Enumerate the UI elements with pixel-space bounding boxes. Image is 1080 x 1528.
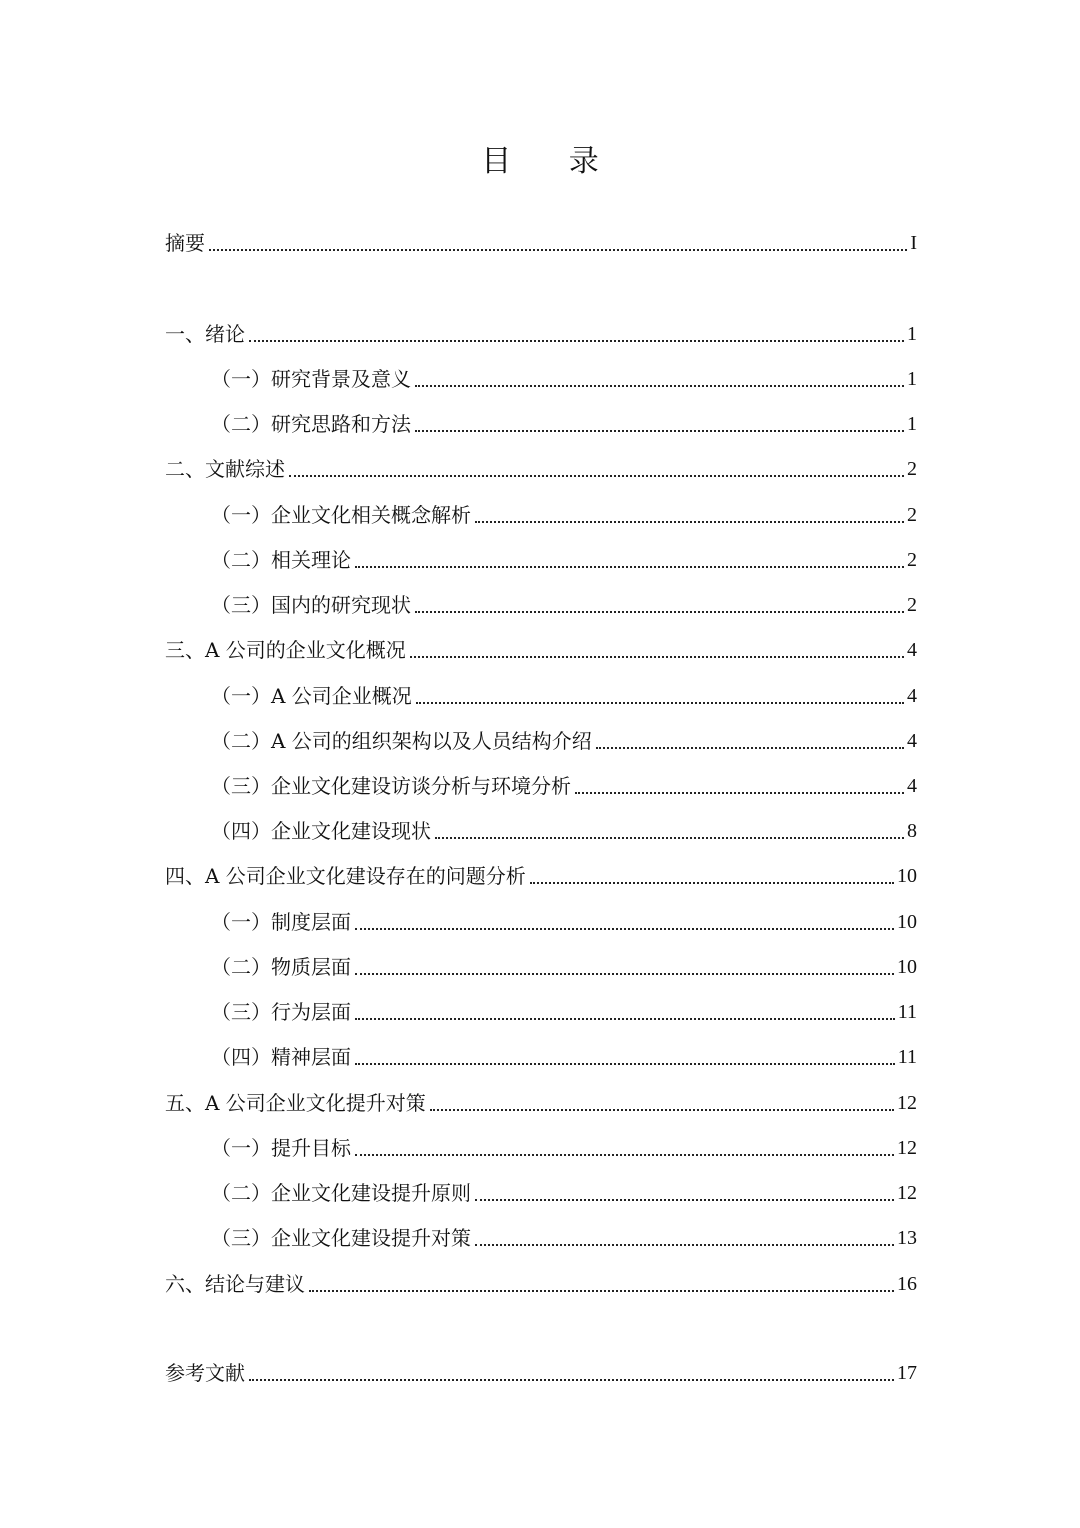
toc-entry — [165, 1269, 917, 1299]
toc-entry-page-number: 10 — [897, 956, 917, 978]
toc-entry-page-number: 8 — [907, 820, 917, 842]
toc-entry-page-number: 10 — [897, 865, 917, 887]
toc-entry-page-number: 16 — [897, 1273, 917, 1295]
toc-entry — [165, 228, 917, 258]
toc-entry — [211, 364, 917, 394]
toc-dot-leader — [355, 1063, 895, 1065]
toc-entry-page-number: 4 — [907, 639, 917, 661]
toc-dot-leader — [416, 702, 904, 704]
toc-entry-label: （一）研究背景及意义 — [211, 367, 411, 391]
toc-entry — [211, 1133, 917, 1163]
toc-dot-leader — [415, 611, 904, 613]
toc-dot-leader — [596, 747, 904, 749]
toc-entry — [165, 1358, 917, 1388]
toc-dot-leader — [355, 1018, 895, 1020]
toc-entry-label: （一）A 公司企业概况 — [211, 684, 412, 708]
toc-dot-leader — [415, 430, 904, 432]
toc-entry-page-number: 4 — [907, 730, 917, 752]
toc-entry-label: （一）企业文化相关概念解析 — [211, 503, 471, 527]
toc-entry-page-number: 12 — [897, 1182, 917, 1204]
toc-entry — [165, 454, 917, 484]
toc-entry-label: （三）国内的研究现状 — [211, 593, 411, 617]
toc-entry — [211, 997, 917, 1027]
toc-entry-label: 六、结论与建议 — [165, 1272, 305, 1296]
toc-entry-label: 参考文献 — [165, 1361, 245, 1385]
toc-entry-page-number: 12 — [897, 1137, 917, 1159]
toc-dot-leader — [355, 973, 894, 975]
toc-entry-label: 二、文献综述 — [165, 457, 285, 481]
toc-entry — [211, 500, 917, 530]
toc-entry-label: （三）企业文化建设提升对策 — [211, 1226, 471, 1250]
toc-entry-label: （一）制度层面 — [211, 910, 351, 934]
toc-entry — [165, 635, 917, 665]
toc-entry-page-number: 1 — [907, 413, 917, 435]
toc-entry-page-number: 17 — [897, 1362, 917, 1384]
toc-dot-leader — [209, 249, 907, 251]
toc-entry-label: （二）物质层面 — [211, 955, 351, 979]
toc-entry — [165, 319, 917, 349]
toc-entry — [211, 590, 917, 620]
toc-dot-leader — [355, 566, 904, 568]
toc-entry-label: 五、A 公司企业文化提升对策 — [165, 1091, 426, 1115]
toc-entry-label: 四、A 公司企业文化建设存在的问题分析 — [165, 864, 526, 888]
toc-entry-page-number: 2 — [907, 594, 917, 616]
toc-entry — [165, 1088, 917, 1118]
toc-entry-page-number: 4 — [907, 775, 917, 797]
toc-dot-leader — [309, 1290, 894, 1292]
toc-dot-leader — [415, 385, 904, 387]
toc-dot-leader — [355, 928, 894, 930]
toc-entry — [211, 681, 917, 711]
toc-entry-page-number: 10 — [897, 911, 917, 933]
toc-entry-page-number: 13 — [897, 1227, 917, 1249]
toc-entry-page-number: 12 — [897, 1092, 917, 1114]
toc-entry-page-number: 4 — [907, 685, 917, 707]
toc-entry — [211, 1223, 917, 1253]
toc-entry-label: （四）精神层面 — [211, 1045, 351, 1069]
page-title: 目 录 — [481, 144, 623, 179]
toc-entry-label: （四）企业文化建设现状 — [211, 819, 431, 843]
toc-entry-label: （三）企业文化建设访谈分析与环境分析 — [211, 774, 571, 798]
toc-entry-label: （二）研究思路和方法 — [211, 412, 411, 436]
toc-dot-leader — [249, 1379, 894, 1381]
toc-dot-leader — [530, 882, 894, 884]
toc-entry-label: （三）行为层面 — [211, 1000, 351, 1024]
toc-entry — [211, 1178, 917, 1208]
toc-dot-leader — [475, 1244, 894, 1246]
toc-dot-leader — [249, 340, 904, 342]
toc-entry-label: 一、绪论 — [165, 322, 245, 346]
toc-entry-label: （二）A 公司的组织架构以及人员结构介绍 — [211, 729, 592, 753]
toc-dot-leader — [410, 656, 904, 658]
toc-entry-label: 摘要 — [165, 231, 205, 255]
toc-entry-label: （二）企业文化建设提升原则 — [211, 1181, 471, 1205]
toc-entry-page-number: I — [910, 232, 917, 254]
toc-entry — [211, 952, 917, 982]
toc-entry — [211, 726, 917, 756]
toc-entry — [165, 861, 917, 891]
toc-entry — [211, 816, 917, 846]
toc-entry-page-number: 11 — [897, 1001, 917, 1023]
toc-entry-page-number: 11 — [897, 1046, 917, 1068]
toc-dot-leader — [475, 521, 904, 523]
toc-entry — [211, 907, 917, 937]
toc-dot-leader — [355, 1154, 894, 1156]
toc-entry-page-number: 2 — [907, 458, 917, 480]
toc-entry — [211, 545, 917, 575]
toc-dot-leader — [575, 792, 904, 794]
toc-entry-page-number: 2 — [907, 504, 917, 526]
toc-entry-page-number: 2 — [907, 549, 917, 571]
toc-entry — [211, 771, 917, 801]
toc-dot-leader — [435, 837, 904, 839]
toc-entry-label: （二）相关理论 — [211, 548, 351, 572]
toc-dot-leader — [475, 1199, 894, 1201]
toc-entry-page-number: 1 — [907, 323, 917, 345]
toc-entry-label: （一）提升目标 — [211, 1136, 351, 1160]
toc-entry — [211, 1042, 917, 1072]
toc-entry-label: 三、A 公司的企业文化概况 — [165, 638, 406, 662]
toc-entry — [211, 409, 917, 439]
toc-dot-leader — [289, 475, 904, 477]
toc-dot-leader — [430, 1109, 894, 1111]
toc-entry-page-number: 1 — [907, 368, 917, 390]
